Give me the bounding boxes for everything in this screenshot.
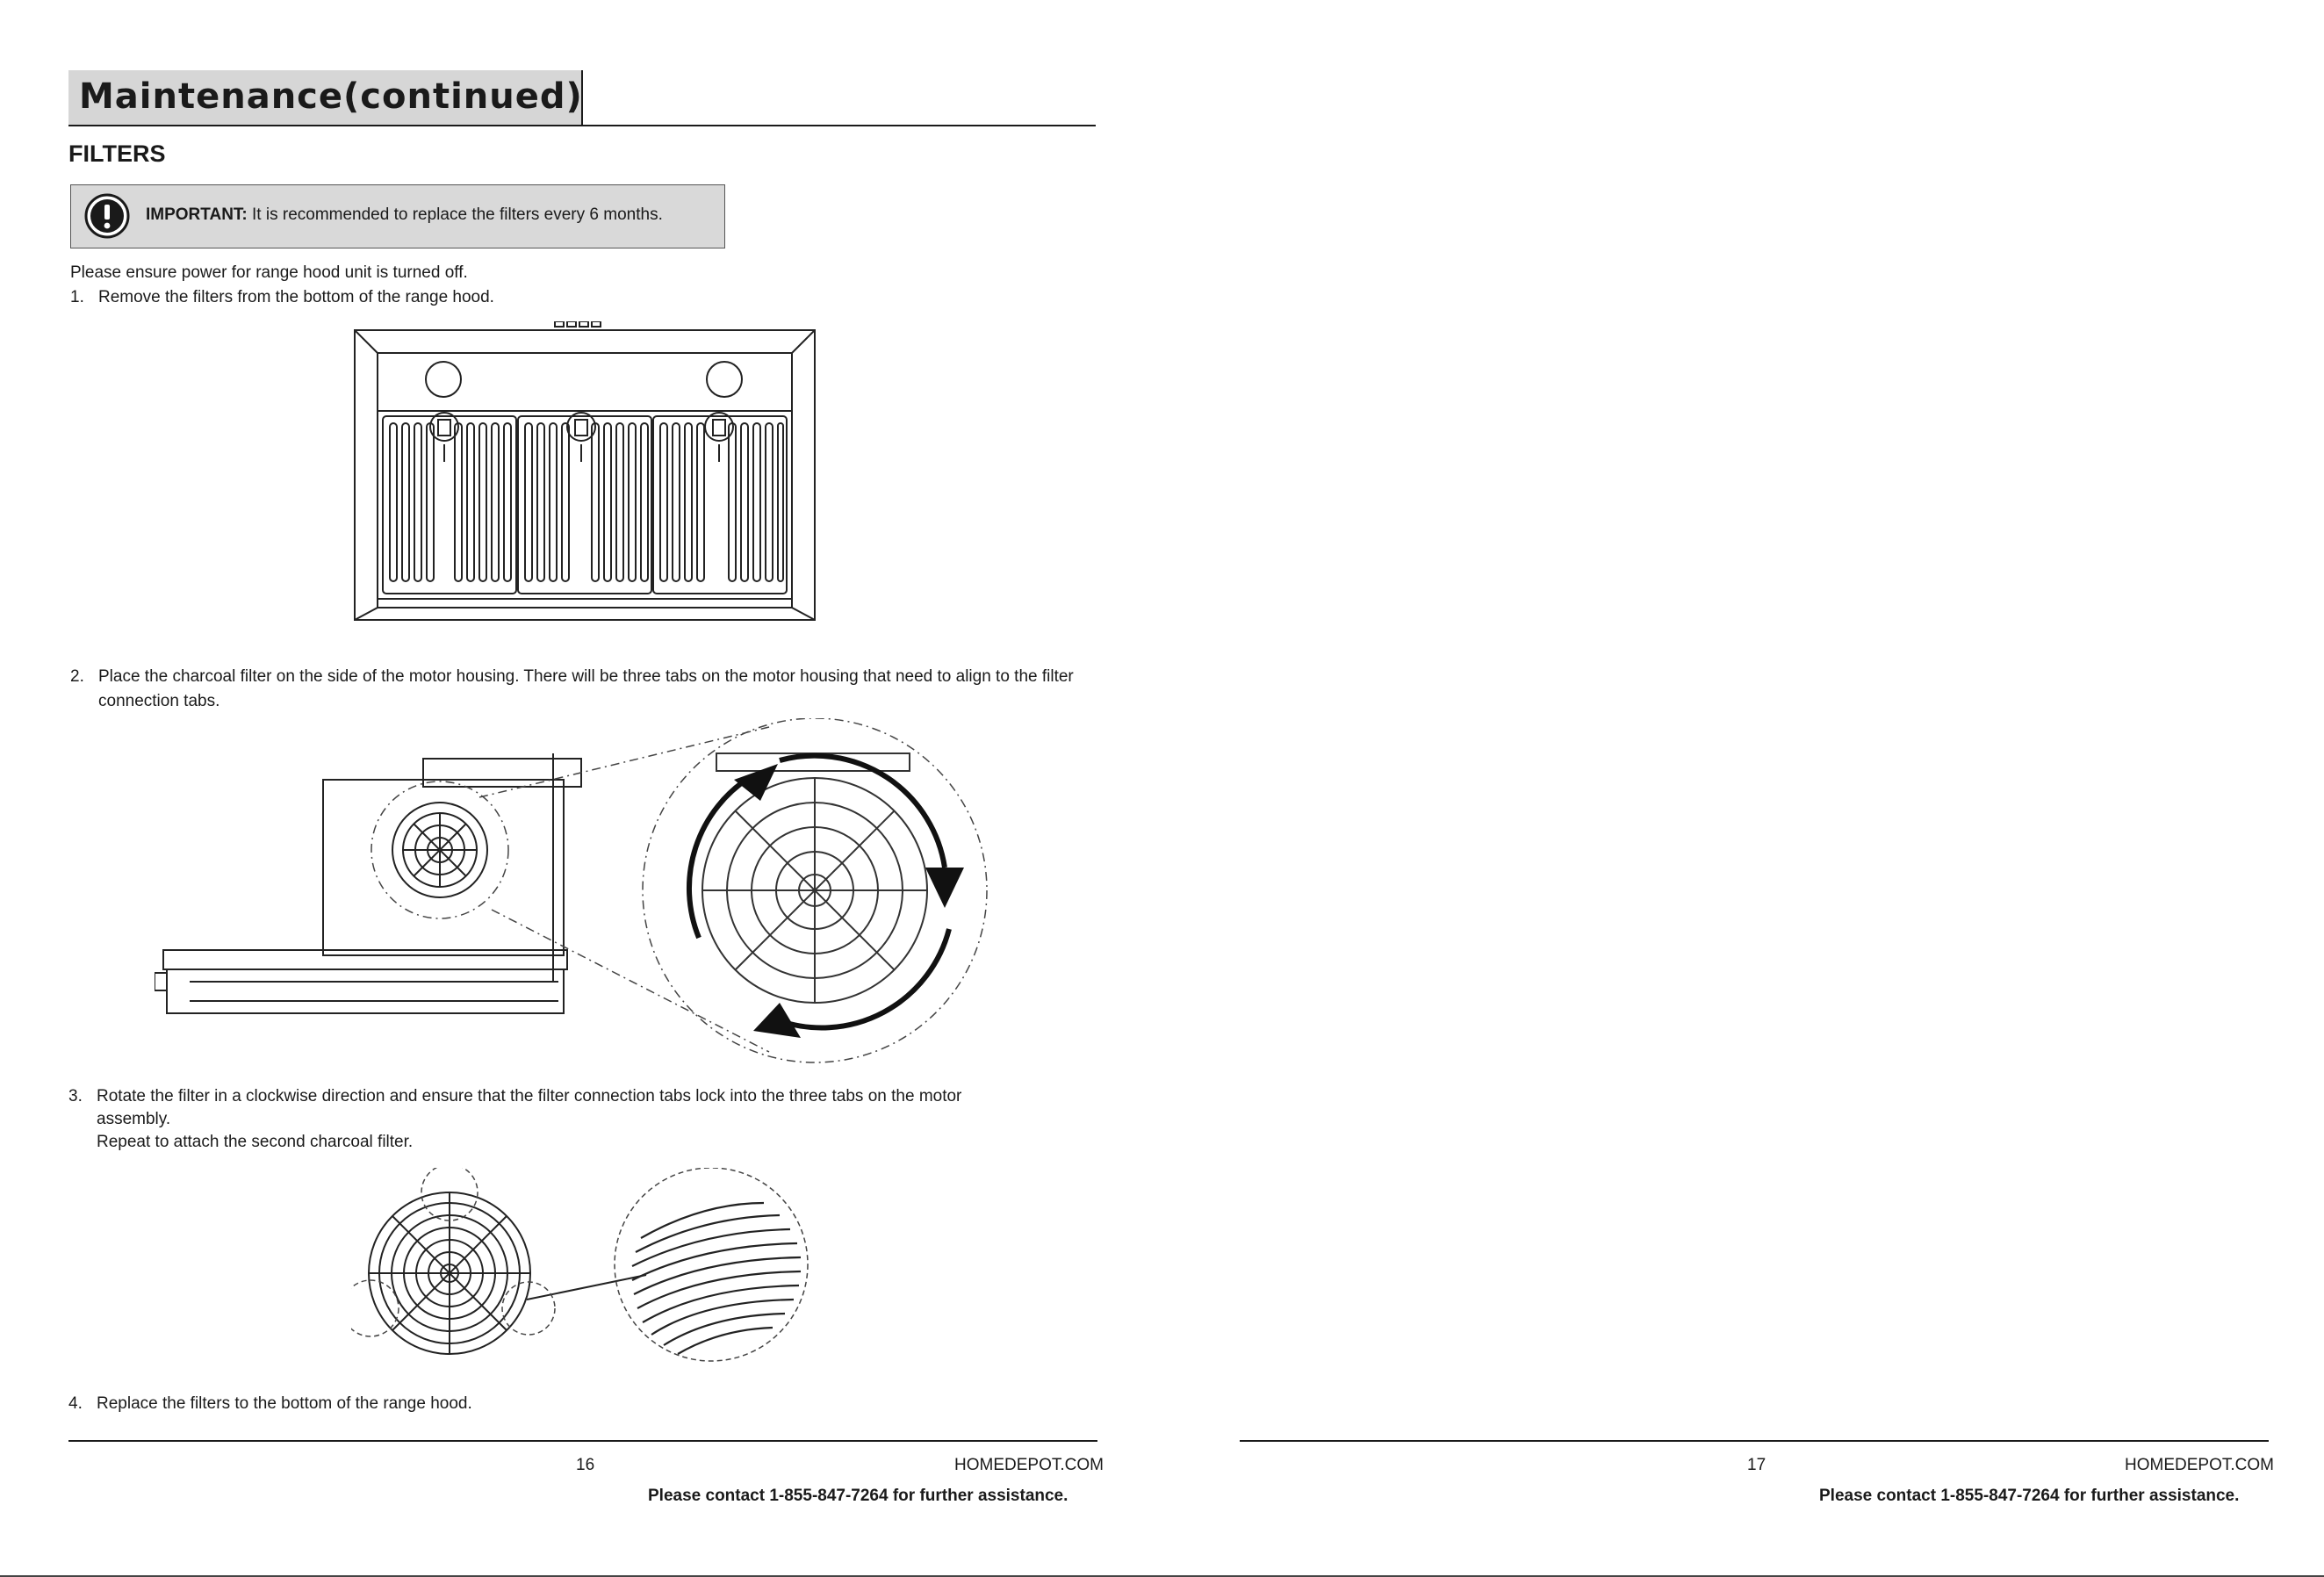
step-2-text: Place the charcoal filter on the side of the motor housing. There will be three tabs on the motor housing that need to align to the filter: [98, 667, 1074, 686]
step-4-number: 4.: [68, 1394, 83, 1413]
important-message: It is recommended to replace the filters every 6 months.: [247, 205, 663, 224]
step-3-text: Rotate the filter in a clockwise direction and ensure that the filter connection tabs lock into the three tabs on the motor: [97, 1087, 962, 1105]
footer-contact-left: Please contact 1-855-847-7264 for further assistance.: [648, 1487, 1068, 1505]
charcoal-filter-diagram: [351, 1168, 825, 1366]
page-title: Maintenance(continued): [79, 76, 583, 117]
range-hood-bottom-diagram: [351, 321, 820, 623]
motor-housing-diagram: [155, 718, 1032, 1069]
page-number-right: 17: [1747, 1456, 1766, 1474]
step-4-text: Replace the filters to the bottom of the range hood.: [97, 1394, 472, 1413]
footer-divider-left: [68, 1440, 1097, 1442]
section-title: FILTERS: [68, 140, 166, 167]
exclamation-icon: [84, 193, 130, 239]
step-2-text-continued: connection tabs.: [98, 692, 220, 710]
important-text: [146, 205, 663, 225]
step-1-text: Remove the filters from the bottom of the range hood.: [98, 288, 494, 306]
step-2-number: 2.: [70, 667, 84, 686]
step-3-text-continued: assembly.: [97, 1110, 171, 1128]
important-label: IMPORTANT:: [146, 205, 248, 224]
footer-site-link-right[interactable]: HOMEDEPOT.COM: [2125, 1456, 2274, 1474]
step-3-repeat-note: Repeat to attach the second charcoal filter.: [97, 1133, 414, 1151]
title-divider: [68, 125, 1096, 126]
step-3-number: 3.: [68, 1087, 83, 1105]
intro-text: Please ensure power for range hood unit is turned off.: [70, 263, 468, 282]
page-number-left: 16: [576, 1456, 595, 1474]
footer-divider-right: [1240, 1440, 2269, 1442]
footer-contact-right: Please contact 1-855-847-7264 for further assistance.: [1819, 1487, 2240, 1505]
footer-site-link-left[interactable]: HOMEDEPOT.COM: [954, 1456, 1104, 1474]
step-1-number: 1.: [70, 288, 84, 306]
